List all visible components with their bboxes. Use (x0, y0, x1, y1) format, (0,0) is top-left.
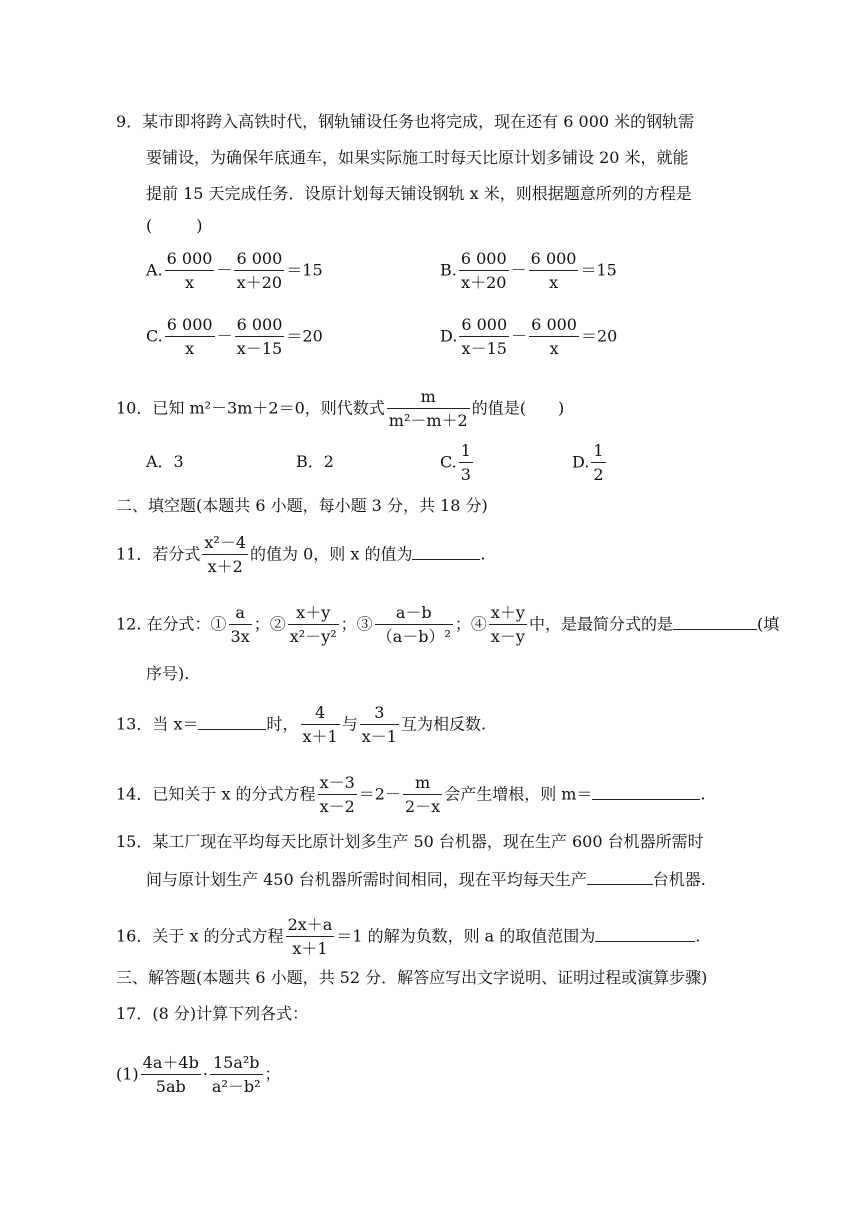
fraction: $\frac{6 000}{x}$ (166, 249, 213, 292)
q15-line2: 间与原计划生产 450 台机器所需时间相同，现在平均每天生产 台机器. (146, 870, 706, 889)
q9-option-a: A. $\frac{6 000}{x}$ － $\frac{6 000}{x+20}$ ＝15 (146, 249, 323, 292)
fraction: $\frac{6 000}{x}$ (530, 249, 577, 292)
fraction: $\frac{4}{x+1}$ (302, 703, 338, 746)
fraction: $\frac{1}{3}$ (460, 441, 471, 484)
q9-line1: 9．某市即将跨入高铁时代，钢轨铺设任务也将完成，现在还有 6 000 米的钢轨需 (116, 112, 695, 131)
fraction: $\frac{6 000}{x+20}$ (460, 249, 507, 292)
fraction: $\frac{m}{2-x}$ (404, 773, 441, 816)
q16: 16．关于 x 的分式方程 $\frac{2x+a}{x+1}$ ＝1 的解为负数，则 a 的取值范围为 . (116, 915, 701, 958)
section-heading-solutions: 三、解答题(本题共 6 小题，共 52 分．解答应写出文字说明、证明过程或演算步骤) (116, 968, 708, 987)
fraction: $\frac{6 000}{x-15}$ (236, 315, 283, 358)
q10-option-a: A．3 (146, 452, 184, 471)
q10-option-b: B．2 (296, 452, 334, 471)
q9-option-d: D. $\frac{6 000}{x-15}$ － $\frac{6 000}{x}$ ＝20 (440, 315, 618, 358)
q9-line2: 要铺设，为确保年底通车，如果实际施工时每天比原计划多铺设 20 米，就能 (146, 148, 689, 167)
q12-line2: 序号). (146, 664, 190, 683)
answer-blank[interactable] (595, 925, 695, 942)
q9-line3: 提前 15 天完成任务．设原计划每天铺设钢轨 x 米，则根据题意所列的方程是 (146, 184, 692, 203)
answer-blank[interactable] (198, 713, 266, 730)
answer-blank[interactable] (592, 783, 700, 800)
fraction: $\frac{6 000}{x+20}$ (236, 249, 283, 292)
fraction: $\frac{x-3}{x-2}$ (319, 773, 355, 816)
q9-answer-paren (146, 216, 203, 236)
fraction: $\frac{x+y}{\text{x²－y²}}$ (289, 603, 337, 646)
fraction: $\frac{a-b}{\text{（a－b）²}}$ (376, 603, 451, 646)
paren-open: ( (146, 216, 153, 235)
q9-option-c: C. $\frac{6 000}{x}$ － $\frac{6 000}{x-15}$ ＝20 (146, 315, 323, 358)
q10-stem: 10．已知 m²－3m＋2＝0，则代数式 $\frac{m}{\text{m²－m＋2}}$ 的值是( ) (116, 387, 565, 430)
q12: 12. 在分式：① $\frac{a}{3x}$ ；② $\frac{x+y}{\text{x²－y²}}$ ；③ $\frac{a-b}{\text{（a－b）²}}$ ；④ $\frac{x+y}{x-y}$ 中，是最简分式的是 (填 (116, 603, 780, 646)
fraction: $\frac{4a+4b}{5ab}$ (142, 1053, 199, 1096)
fraction: $\frac{3}{x-1}$ (361, 703, 397, 746)
q17-title: 17．(8 分)计算下列各式： (116, 1004, 309, 1023)
q11: 11．若分式 $\frac{\text{x²－4}}{x+2}$ 的值为 0，则 x 的值为 . (116, 533, 486, 576)
fraction: $\frac{\text{x²－4}}{x+2}$ (204, 533, 246, 576)
q10-option-c: C. $\frac{1}{3}$ (440, 441, 471, 484)
q15-line1: 15．某工厂现在平均每天比原计划多生产 50 台机器，现在生产 600 台机器所需时 (116, 832, 704, 851)
fraction: $\frac{6 000}{x-15}$ (461, 315, 508, 358)
answer-blank[interactable] (412, 543, 480, 560)
q9-option-b: B. $\frac{6 000}{x+20}$ － $\frac{6 000}{x}$ ＝15 (440, 249, 617, 292)
fraction: $\frac{2x+a}{x+1}$ (287, 915, 333, 958)
q13: 13．当 x＝ 时， $\frac{4}{x+1}$ 与 $\frac{3}{x-1}$ 互为相反数. (116, 703, 487, 746)
fraction: $\frac{a}{3x}$ (230, 603, 250, 646)
q14: 14．已知关于 x 的分式方程 $\frac{x-3}{x-2}$ ＝2－ $\frac{m}{2-x}$ 会产生增根，则 m＝ . (116, 773, 706, 816)
fraction: $\frac{\text{15a²b}}{\text{a²－b²}}$ (211, 1053, 261, 1096)
q10-condition: m²－3m＋2＝0 (189, 398, 305, 418)
section-heading-fill-blank: 二、填空题(本题共 6 小题，每小题 3 分，共 18 分) (116, 496, 488, 515)
fraction: $\frac{x+y}{x-y}$ (490, 603, 525, 646)
paren-close: ) (196, 216, 203, 235)
q10-option-d: D. $\frac{1}{2}$ (572, 441, 604, 484)
answer-blank[interactable] (587, 868, 653, 885)
fraction: $\frac{6 000}{x}$ (531, 315, 577, 358)
fraction: $\frac{1}{2}$ (593, 441, 604, 484)
fraction: $\frac{6 000}{x}$ (166, 315, 213, 358)
answer-blank[interactable] (673, 613, 757, 630)
fraction: $\frac{m}{\text{m²－m＋2}}$ (388, 387, 468, 430)
q17-part1: (1) $\frac{4a+4b}{5ab}$ · $\frac{\text{15a²b}}{\text{a²－b²}}$ ； (116, 1053, 281, 1096)
